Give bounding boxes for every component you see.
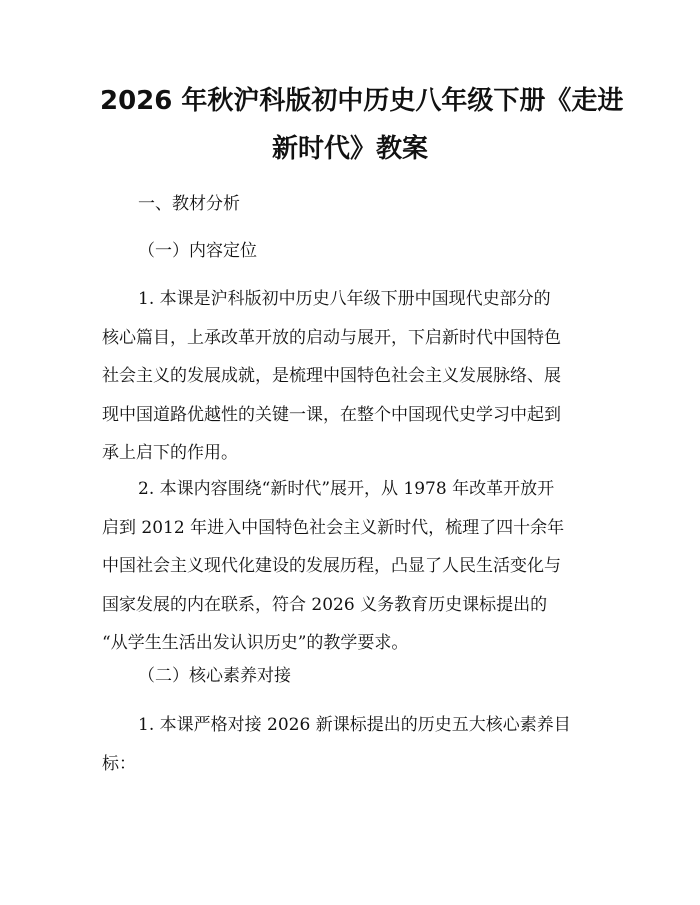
document-title-line-2: 新时代》教案 xyxy=(271,134,428,164)
paragraph-line: 1. 本课是沪科版初中历史八年级下册中国现代史部分的 xyxy=(138,289,551,309)
paragraph-3 xyxy=(102,706,602,783)
paragraph-2 xyxy=(102,470,602,663)
paragraph-line: 社会主义的发展成就，是梳理中国特色社会主义发展脉络、展 xyxy=(102,366,561,386)
document-title-line-1: 2026 年秋沪科版初中历史八年级下册《走进 xyxy=(100,86,624,116)
paragraph-line: 启到 2012 年进入中国特色社会主义新时代，梳理了四十余年 xyxy=(102,517,565,538)
section-heading-teaching-material-analysis: 一、教材分析 xyxy=(138,194,240,214)
paragraph-line: 核心篇目，上承改革开放的启动与展开，下启新时代中国特色 xyxy=(102,327,561,348)
paragraph-1 xyxy=(102,280,602,473)
paragraph-line: 1. 本课严格对接 2026 新课标提出的历史五大核心素养目 xyxy=(138,715,571,735)
paragraph-line: 中国社会主义现代化建设的发展历程，凸显了人民生活变化与 xyxy=(102,556,561,576)
paragraph-line: 标： xyxy=(102,753,136,774)
paragraph-line: 承上启下的作用。 xyxy=(102,443,238,463)
subsection-heading-content-positioning: （一）内容定位 xyxy=(138,241,257,261)
paragraph-line: 2. 本课内容围绕“新时代”展开，从 1978 年改革开放开 xyxy=(138,479,555,499)
paragraph-line: 国家发展的内在联系，符合 2026 义务教育历史课标提出的 xyxy=(102,594,548,615)
paragraph-line: “从学生生活出发认识历史”的教学要求。 xyxy=(102,633,409,653)
paragraph-line: 现中国道路优越性的关键一课，在整个中国现代史学习中起到 xyxy=(102,404,561,425)
subsection-heading-core-literacy: （二）核心素养对接 xyxy=(138,666,291,686)
